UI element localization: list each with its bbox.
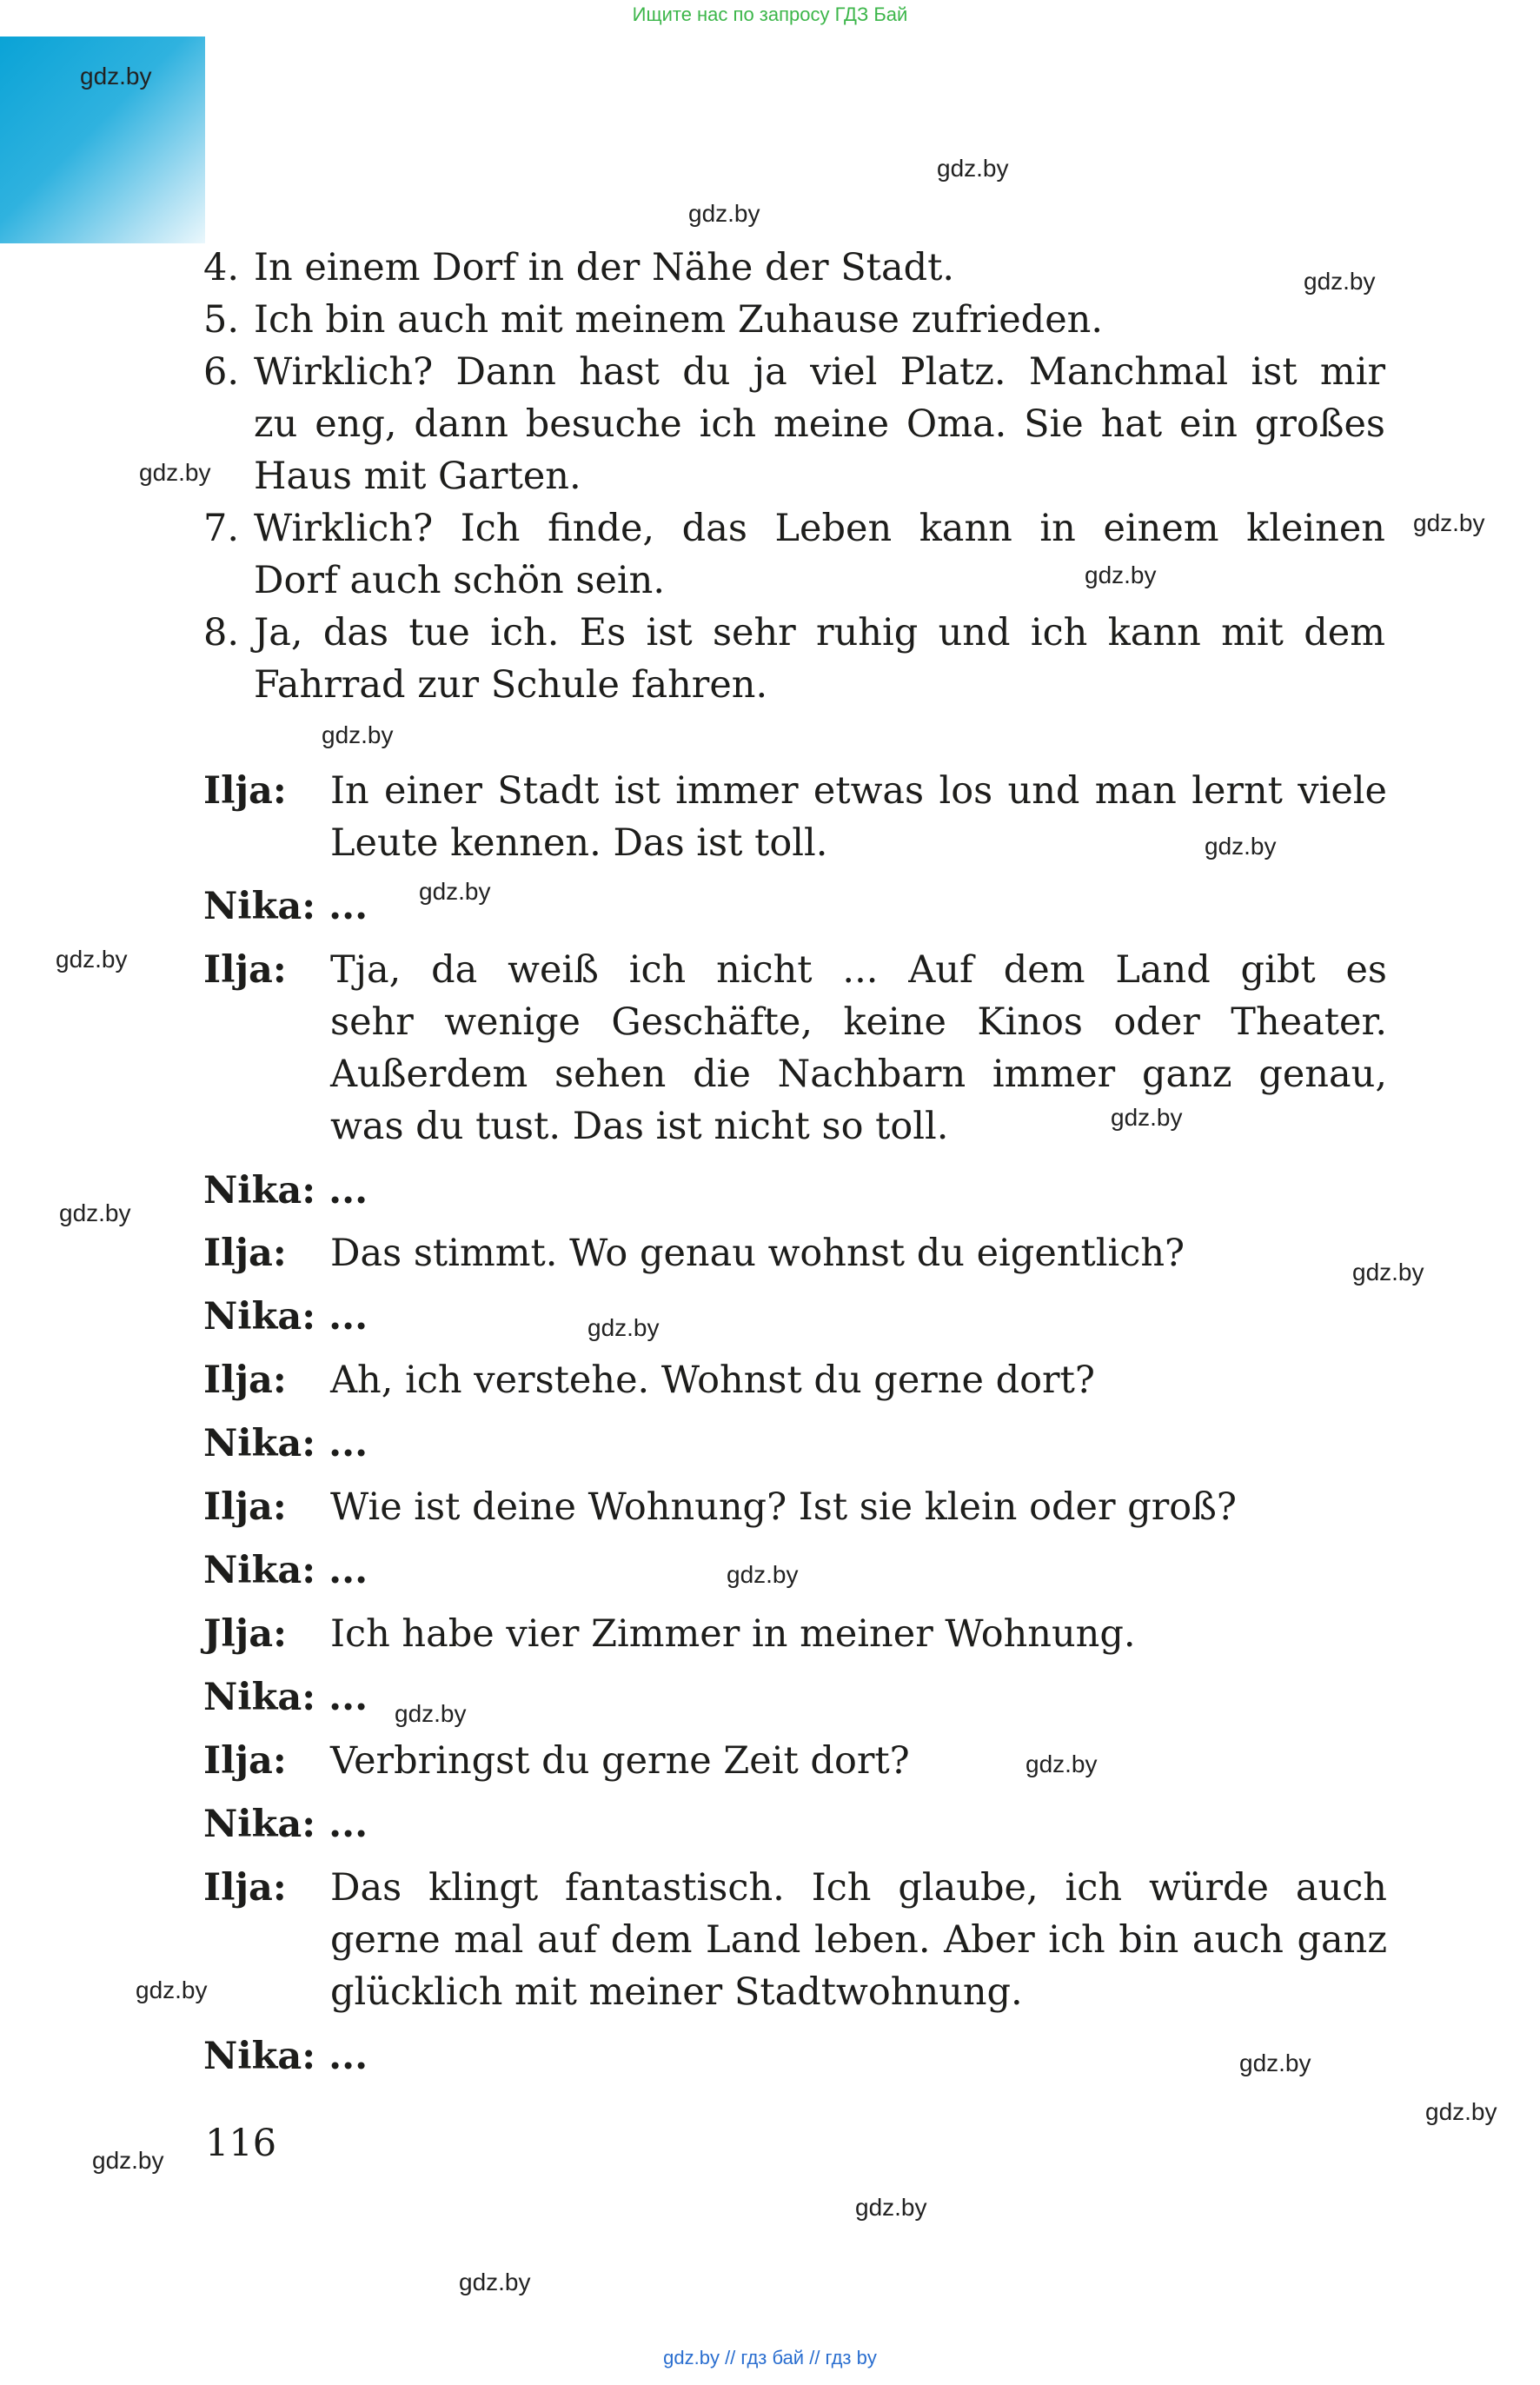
dialogue-line: Leute kennen. Das ist toll. bbox=[330, 821, 828, 865]
bottom-banner[interactable]: gdz.by // гдз бай // гдз by bbox=[663, 2347, 877, 2368]
watermark: gdz.by bbox=[1239, 2050, 1311, 2076]
answer-number: 7. bbox=[203, 507, 240, 550]
dialogue-line: Ah, ich verstehe. Wohnst du gerne dort? bbox=[330, 1359, 1095, 1402]
watermark: gdz.by bbox=[419, 878, 491, 905]
dialogue-line: was du tust. Das ist nicht so toll. bbox=[330, 1105, 949, 1148]
answer-line: Ich bin auch mit meinem Zuhause zufrieden. bbox=[254, 298, 1104, 342]
answer-number: 5. bbox=[203, 298, 240, 342]
answer-line: Ja, das tue ich. Es ist sehr ruhig und ich kann mit dem bbox=[254, 611, 1385, 654]
speaker-label: Ilja: bbox=[203, 769, 287, 813]
dialogue-line: gerne mal auf dem Land leben. Aber ich bin auch ganz bbox=[330, 1918, 1387, 1962]
speaker-label: Nika: ... bbox=[203, 1549, 368, 1592]
watermark: gdz.by bbox=[855, 2194, 927, 2221]
speaker-label: Ilja: bbox=[203, 1232, 287, 1275]
speaker-label: Jlja: bbox=[203, 1612, 287, 1656]
watermark: gdz.by bbox=[56, 946, 128, 973]
watermark: gdz.by bbox=[136, 1976, 208, 2003]
page-number: 116 bbox=[205, 2122, 277, 2165]
watermark: gdz.by bbox=[59, 1199, 131, 1226]
dialogue-line: Außerdem sehen die Nachbarn immer ganz genau, bbox=[330, 1053, 1387, 1096]
answer-line: Wirklich? Dann hast du ja viel Platz. Manchmal ist mir bbox=[254, 350, 1385, 394]
watermark: gdz.by bbox=[395, 1700, 467, 1727]
speaker-label: Nika: ... bbox=[203, 1295, 368, 1339]
dialogue-line: Das stimmt. Wo genau wohnst du eigentlich? bbox=[330, 1232, 1185, 1275]
watermark: gdz.by bbox=[937, 155, 1009, 182]
answer-line: In einem Dorf in der Nähe der Stadt. bbox=[254, 246, 955, 289]
watermark: gdz.by bbox=[322, 721, 394, 748]
dialogue-line: Tja, da weiß ich nicht ... Auf dem Land gibt es bbox=[330, 948, 1387, 992]
top-banner[interactable]: Ищите нас по запросу ГДЗ Бай bbox=[632, 3, 908, 25]
answer-number: 8. bbox=[203, 611, 240, 654]
watermark: gdz.by bbox=[1085, 561, 1157, 588]
watermark: gdz.by bbox=[727, 1561, 799, 1588]
answer-number: 6. bbox=[203, 350, 240, 394]
answer-number: 4. bbox=[203, 246, 240, 289]
dialogue-line: sehr wenige Geschäfte, keine Kinos oder Theater. bbox=[330, 1000, 1387, 1044]
watermark: gdz.by bbox=[1304, 268, 1376, 295]
watermark: gdz.by bbox=[587, 1314, 660, 1341]
watermark: gdz.by bbox=[1205, 833, 1277, 860]
answer-line: Wirklich? Ich finde, das Leben kann in einem kleinen bbox=[254, 507, 1385, 550]
speaker-label: Ilja: bbox=[203, 1866, 287, 1910]
answer-line: Haus mit Garten. bbox=[254, 455, 581, 498]
dialogue-line: Ich habe vier Zimmer in meiner Wohnung. bbox=[330, 1612, 1136, 1656]
answer-line: Dorf auch schön sein. bbox=[254, 559, 665, 602]
watermark: gdz.by bbox=[1352, 1259, 1424, 1286]
answer-line: Fahrrad zur Schule fahren. bbox=[254, 663, 768, 707]
watermark: gdz.by bbox=[1425, 2098, 1497, 2125]
dialogue-line: In einer Stadt ist immer etwas los und man lernt viele bbox=[330, 769, 1387, 813]
watermark: gdz.by bbox=[688, 200, 760, 227]
watermark: gdz.by bbox=[92, 2147, 164, 2174]
speaker-label: Nika: ... bbox=[203, 2035, 368, 2078]
speaker-label: Nika: ... bbox=[203, 1422, 368, 1465]
watermark: gdz.by bbox=[139, 459, 211, 486]
watermark: gdz.by bbox=[80, 63, 152, 90]
speaker-label: Ilja: bbox=[203, 1739, 287, 1783]
watermark: gdz.by bbox=[1111, 1104, 1183, 1131]
dialogue-line: Wie ist deine Wohnung? Ist sie klein oder groß? bbox=[330, 1485, 1237, 1529]
speaker-label: Nika: ... bbox=[203, 1169, 368, 1212]
speaker-label: Ilja: bbox=[203, 1359, 287, 1402]
answer-line: zu eng, dann besuche ich meine Oma. Sie hat ein großes bbox=[254, 402, 1385, 446]
watermark: gdz.by bbox=[459, 2269, 531, 2295]
speaker-label: Ilja: bbox=[203, 1485, 287, 1529]
speaker-label: Ilja: bbox=[203, 948, 287, 992]
speaker-label: Nika: ... bbox=[203, 1676, 368, 1719]
speaker-label: Nika: ... bbox=[203, 1803, 368, 1846]
speaker-label: Nika: ... bbox=[203, 885, 368, 928]
watermark: gdz.by bbox=[1413, 509, 1485, 536]
dialogue-line: Das klingt fantastisch. Ich glaube, ich würde auch bbox=[330, 1866, 1387, 1910]
watermark: gdz.by bbox=[1026, 1751, 1098, 1777]
dialogue-line: glücklich mit meiner Stadtwohnung. bbox=[330, 1970, 1023, 2014]
dialogue-line: Verbringst du gerne Zeit dort? bbox=[330, 1739, 910, 1783]
